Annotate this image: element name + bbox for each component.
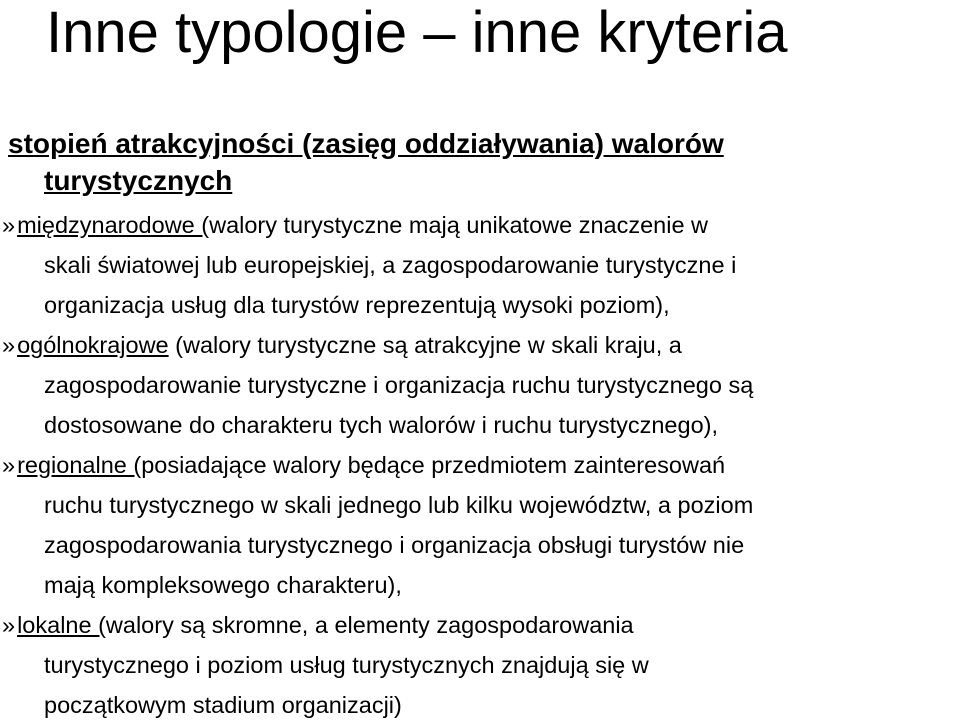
item-text: organizacja usług dla turystów reprezentują wysoki poziom), bbox=[44, 292, 670, 318]
term-international: międzynarodowe ( bbox=[17, 212, 210, 238]
section-heading-line-2: turystycznych bbox=[44, 165, 233, 196]
list-item-national bbox=[0, 325, 960, 445]
bullet-icon: » bbox=[2, 332, 16, 358]
bullet-icon: » bbox=[2, 212, 16, 238]
item-text: ruchu turystycznego w skali jednego lub kilku województw, a poziom bbox=[44, 492, 754, 518]
list-item-international bbox=[0, 205, 960, 325]
item-text: turystycznego i poziom usług turystycznych znajdują się w bbox=[44, 652, 649, 678]
list-item-first-line bbox=[0, 445, 960, 485]
item-text: początkowym stadium organizacji) bbox=[44, 692, 402, 718]
term-national: ogólnokrajowe bbox=[17, 332, 169, 358]
slide-title: Inne typologie – inne kryteria bbox=[46, 0, 788, 65]
list-item-local bbox=[0, 605, 960, 725]
section-heading-line-1: stopień atrakcyjności (zasięg oddziaływania) walorów bbox=[8, 128, 724, 159]
item-text: skali światowej lub europejskiej, a zagospodarowanie turystyczne i bbox=[44, 252, 737, 278]
list-item-first-line bbox=[0, 205, 960, 245]
list-item-first-line bbox=[0, 605, 960, 645]
section-heading bbox=[8, 125, 948, 199]
item-text: mają kompleksowego charakteru), bbox=[44, 572, 402, 598]
item-text: walory są skromne, a elementy zagospodarowania bbox=[105, 612, 634, 638]
item-text: zagospodarowanie turystyczne i organizacja ruchu turystycznego są bbox=[44, 372, 754, 398]
list-item-first-line bbox=[0, 325, 960, 365]
item-text: posiadające walory będące przedmiotem zainteresowań bbox=[141, 452, 726, 478]
item-text: walory turystyczne mają unikatowe znaczenie w bbox=[209, 212, 709, 238]
item-text: (walory turystyczne są atrakcyjne w skali kraju, a bbox=[168, 332, 682, 358]
bullet-icon: » bbox=[2, 452, 16, 478]
list-item-regional bbox=[0, 445, 960, 605]
item-text: zagospodarowania turystycznego i organizacja obsługi turystów nie bbox=[44, 532, 745, 558]
term-local: lokalne ( bbox=[17, 612, 106, 638]
category-list bbox=[0, 205, 960, 725]
item-text: dostosowane do charakteru tych walorów i ruchu turystycznego), bbox=[44, 412, 718, 438]
term-regional: regionalne ( bbox=[17, 452, 142, 478]
bullet-icon: » bbox=[2, 612, 16, 638]
